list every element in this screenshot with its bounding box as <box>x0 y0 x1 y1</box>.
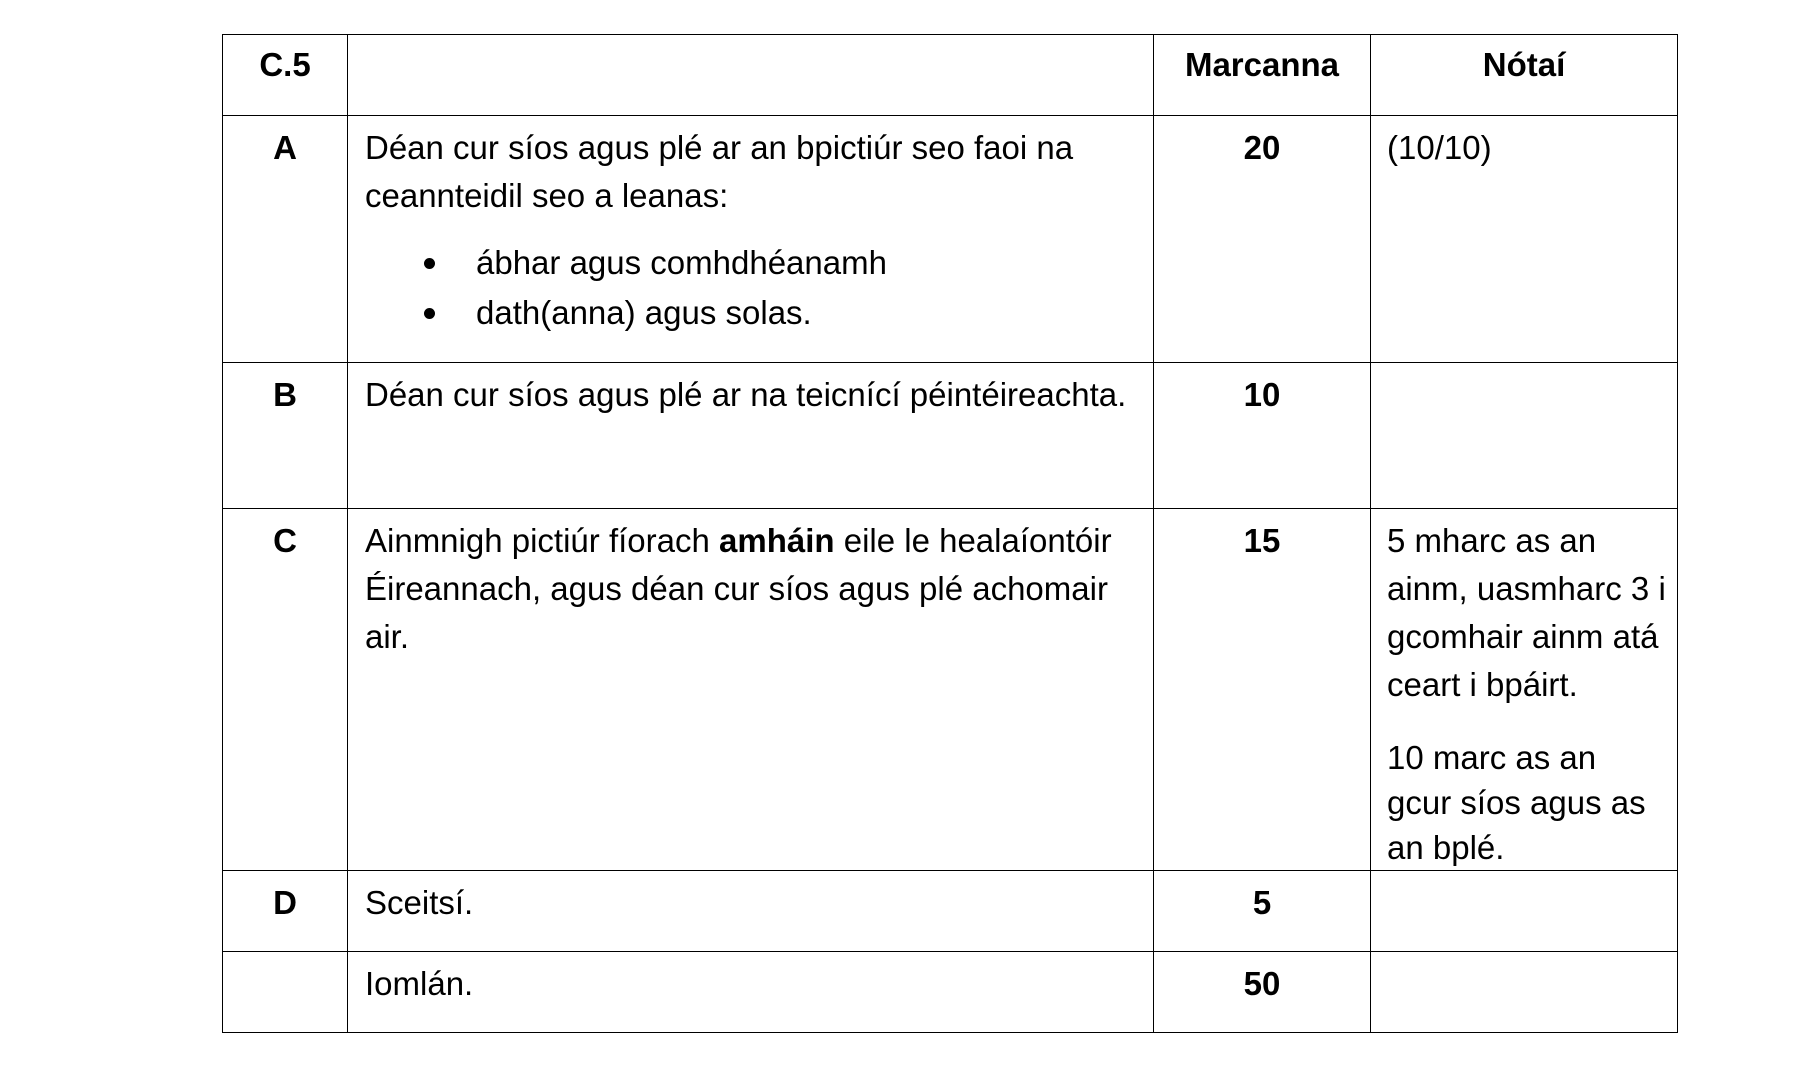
row-marks: 50 <box>1154 952 1371 1033</box>
table-row-c <box>223 509 1678 871</box>
row-label <box>223 952 348 1033</box>
row-marks: 5 <box>1154 871 1371 952</box>
row-notes <box>1371 509 1678 871</box>
question-text-part: Ainmnigh pictiúr fíorach <box>365 522 719 559</box>
row-question-text <box>348 116 1154 363</box>
row-label: B <box>223 363 348 509</box>
row-question-text: Sceitsí. <box>348 871 1154 952</box>
row-notes <box>1371 871 1678 952</box>
row-label: A <box>223 116 348 363</box>
header-notes: Nótaí <box>1371 35 1678 116</box>
table-row-b <box>223 363 1678 509</box>
row-question-text: Déan cur síos agus plé ar na teicnící péintéireachta. <box>348 363 1154 509</box>
header-question: C.5 <box>223 35 348 116</box>
table-header-row <box>223 35 1678 116</box>
table-row-a <box>223 116 1678 363</box>
bullet-item: dath(anna) agus solas. <box>476 288 1141 338</box>
header-marks: Marcanna <box>1154 35 1371 116</box>
bullet-list <box>365 238 1141 338</box>
table-row-total <box>223 952 1678 1033</box>
row-notes <box>1371 952 1678 1033</box>
note-paragraph: 10 marc as an gcur síos agus as an bplé. <box>1387 739 1646 866</box>
question-text-part: eile le healaíontóir Éireannach, agus déan cur síos agus plé achomair air. <box>365 522 1112 655</box>
marking-scheme-table <box>222 34 1678 1033</box>
header-blank <box>348 35 1154 116</box>
row-question-text: Iomlán. <box>348 952 1154 1033</box>
row-notes: (10/10) <box>1371 116 1678 363</box>
row-label: D <box>223 871 348 952</box>
row-notes <box>1371 363 1678 509</box>
row-question-text <box>348 509 1154 871</box>
row-marks: 15 <box>1154 509 1371 871</box>
question-text-emphasis: amháin <box>719 522 835 559</box>
note-paragraph: 5 mharc as an ainm, uasmharc 3 i gcomhair ainm atá ceart i bpáirt. <box>1387 522 1666 703</box>
bullet-item: ábhar agus comhdhéanamh <box>476 238 1141 288</box>
question-text-a: Déan cur síos agus plé ar an bpictiúr seo faoi na ceannteidil seo a leanas: <box>365 129 1074 214</box>
row-label: C <box>223 509 348 871</box>
table-row-d <box>223 871 1678 952</box>
row-marks: 10 <box>1154 363 1371 509</box>
row-marks: 20 <box>1154 116 1371 363</box>
